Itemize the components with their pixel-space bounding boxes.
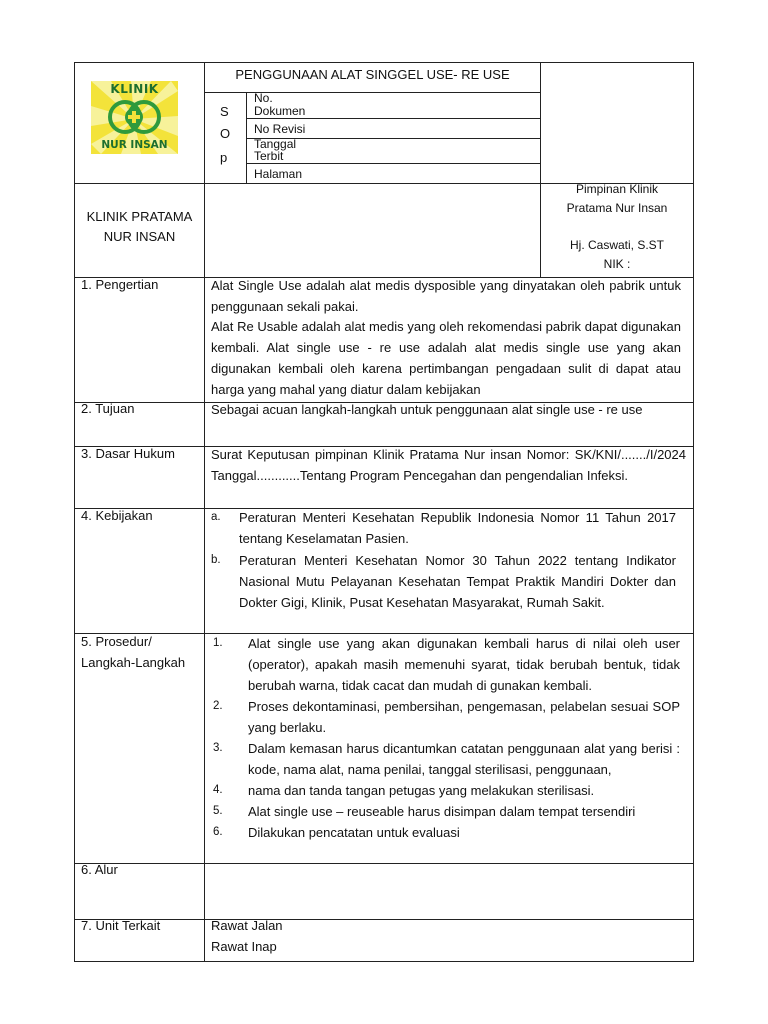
document-title: PENGGUNAAN ALAT SINGGEL USE- RE USE: [235, 67, 510, 82]
prosedur-item: [213, 633, 680, 696]
list-marker: 4.: [213, 784, 223, 796]
prosedur-item: [213, 738, 680, 780]
approval-role-line2: Pratama Nur Insan: [566, 201, 668, 215]
prosedur-item: [213, 780, 680, 801]
list-item-text: Dalam kemasan harus dicantumkan catatan penggunaan alat yang berisi : kode, nama alat, nama penilai, tanggal sterilisasi, penggunaan,: [248, 741, 680, 777]
list-item-text: Alat single use yang akan digunakan kembali harus di nilai oleh user (operator), apakah masih memenuhi syarat, tidak berubah bentuk, tidak berubah warna, tidak cacat dan mudah di gunakan kembali.: [248, 636, 680, 693]
label-dasar-hukum: 3. Dasar Hukum: [81, 446, 175, 461]
clinic-logo: [91, 81, 178, 154]
prosedur-list: [213, 633, 680, 843]
prosedur-item: [213, 696, 680, 738]
pengertian-para-2: Alat Re Usable adalah alat medis yang oleh rekomendasi pabrik dapat digunakan kembali. Alat single use - re use adalah alat medis single use yang akan digunakan kembali oleh karena pertimbangan pengadaan sulit di dapat atau harga yang mahal yang diatur dalam kebijakan: [211, 319, 681, 397]
prosedur-item: [213, 801, 680, 822]
label-kebijakan: 4. Kebijakan: [81, 508, 153, 523]
list-marker: 3.: [213, 742, 223, 754]
kebijakan-item: [211, 550, 676, 613]
label-prosedur: 5. Prosedur/: [81, 634, 152, 649]
sop-letter-p: p: [220, 150, 228, 165]
list-marker: a.: [211, 511, 221, 523]
list-item-text: Peraturan Menteri Kesehatan Nomor 30 Tahun 2022 tentang Indikator Nasional Mutu Pelayanan Kesehatan Tempat Praktik Mandiri Dokter dan Dokter Gigi, Klinik, Pusat Kesehatan Masyarakat, Rumah Sakit.: [239, 553, 676, 610]
tujuan-text: Sebagai acuan langkah-langkah untuk penggunaan alat single use - re use: [211, 402, 643, 417]
logo-text-top: KLINIK: [110, 82, 159, 96]
label-alur: 6. Alur: [81, 862, 118, 877]
list-marker: 6.: [213, 826, 223, 838]
field-no-dokumen: No. Dokumen: [254, 91, 306, 118]
list-marker: 2.: [213, 700, 223, 712]
list-item-text: Dilakukan pencatatan untuk evaluasi: [248, 825, 460, 840]
pengertian-para-1: Alat Single Use adalah alat medis dysposible yang dinyatakan oleh pabrik untuk penggunaan sekali pakai.: [211, 278, 681, 314]
field-halaman: Halaman: [254, 167, 303, 181]
list-item-text: Peraturan Menteri Kesehatan Republik Indonesia Nomor 11 Tahun 2017 tentang Keselamatan Pasien.: [239, 510, 676, 546]
unit-rawat-inap: Rawat Inap: [211, 939, 277, 954]
field-tanggal-terbit: Tanggal Terbit: [254, 137, 297, 163]
list-item-text: nama dan tanda tangan petugas yang melakukan sterilisasi.: [248, 783, 595, 798]
list-marker: b.: [211, 554, 221, 566]
approval-name: Hj. Caswati, S.ST: [569, 238, 665, 252]
sop-letter-o: O: [220, 126, 231, 141]
list-item-text: Alat single use – reuseable harus disimpan dalam tempat tersendiri: [248, 804, 636, 819]
clinic-name: KLINIK PRATAMA NUR INSAN: [86, 209, 193, 244]
sop-letter-s: S: [220, 104, 229, 119]
kebijakan-list: [211, 507, 676, 613]
approval-role-line1: Pimpinan Klinik: [575, 182, 659, 196]
dasar-hukum-text: Surat Keputusan pimpinan Klinik Pratama Nur insan Nomor: SK/KNI/......./I/2024 Tanggal............Tentang Program Pencegahan dan pengendalian Infeksi.: [211, 447, 686, 483]
approval-nik: NIK :: [603, 257, 631, 271]
label-langkah: Langkah-Langkah: [81, 655, 186, 670]
list-marker: 1.: [213, 637, 223, 649]
kebijakan-item: [211, 507, 676, 549]
logo-text-bottom: NUR INSAN: [101, 139, 168, 151]
label-unit-terkait: 7. Unit Terkait: [81, 918, 161, 933]
unit-rawat-jalan: Rawat Jalan: [211, 918, 283, 933]
list-marker: 5.: [213, 805, 223, 817]
label-pengertian: 1. Pengertian: [81, 277, 159, 292]
list-item-text: Proses dekontaminasi, pembersihan, pengemasan, pelabelan sesuai SOP yang berlaku.: [248, 699, 680, 735]
label-tujuan: 2. Tujuan: [81, 401, 135, 416]
prosedur-item: [213, 822, 680, 843]
field-no-revisi: No Revisi: [254, 122, 306, 136]
